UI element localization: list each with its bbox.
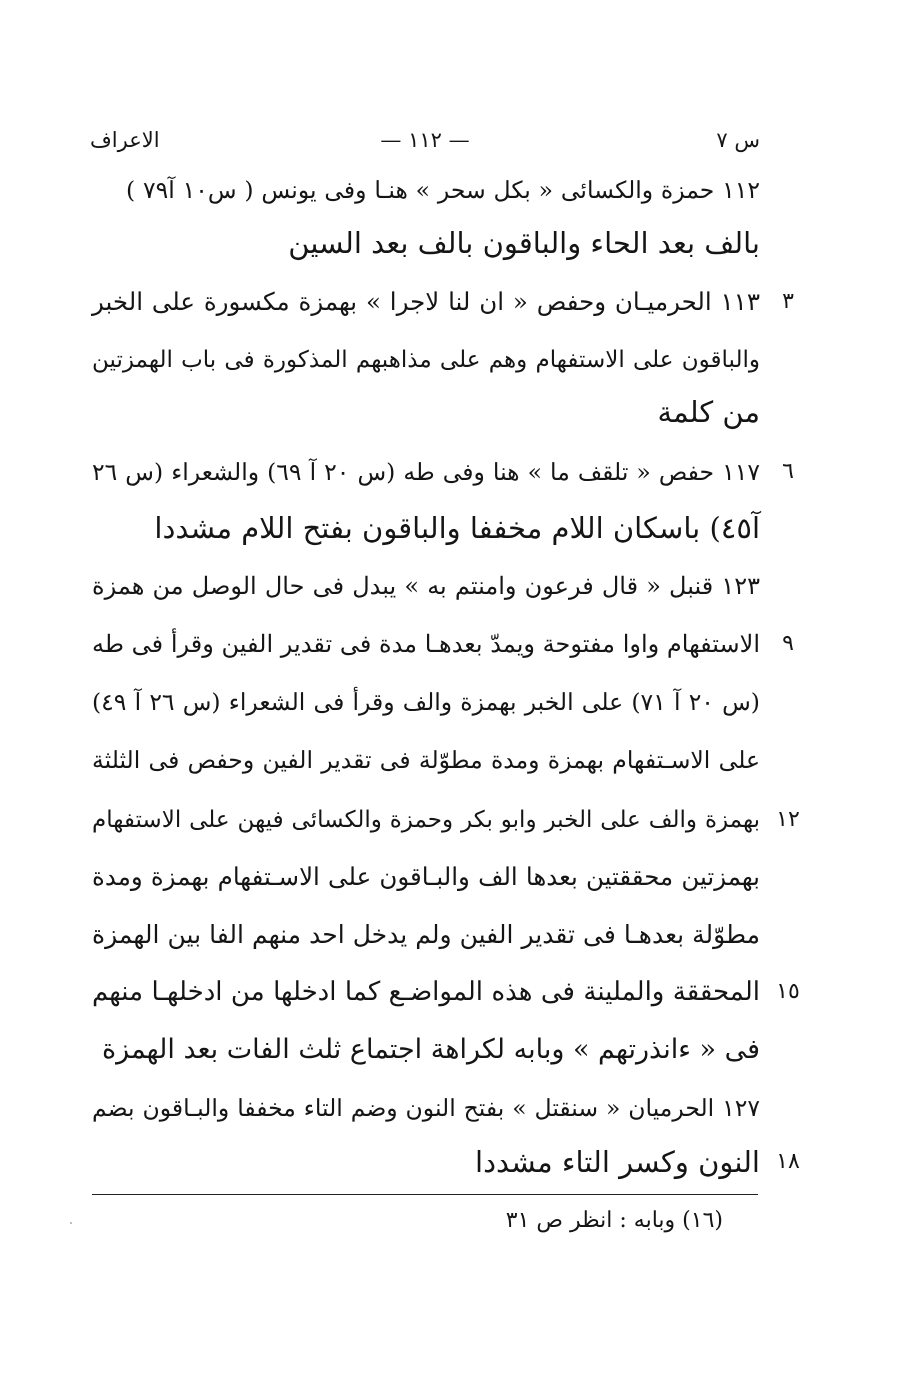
text-line: فى « ءانذرتهم » وبابه لكراهة اجتماع ثلث الفات بعد الهمزة bbox=[102, 1034, 760, 1065]
text-line: الاستفهام واوا مفتوحة ويمدّ بعدهـا مدة فى تقدير الفين وقرأ فى طه bbox=[92, 630, 760, 658]
footnote-divider bbox=[92, 1194, 758, 1195]
text-line: والباقون على الاستفهام وهم على مذاهبهم المذكورة فى باب الهمزتين bbox=[92, 347, 760, 373]
text-line: بالف بعد الحاء والباقون بالف بعد السين bbox=[288, 226, 760, 260]
text-line: آ٤٥) باسكان اللام مخففا والباقون بفتح اللام مشددا bbox=[154, 511, 760, 545]
text-line: ١١٧ حفص « تلقف ما » هنا وفى طه (س ٢٠ آ ٦٩) والشعراء (س ٢٦ bbox=[92, 458, 760, 486]
text-line: المحققة والملينة فى هذه المواضـع كما ادخلها من ادخلهـا منهم bbox=[92, 977, 760, 1007]
line-number: ١٥ bbox=[776, 979, 800, 1004]
text-line: على الاسـتفهام بهمزة ومدة مطوّلة فى تقدير الفين وحفص فى الثلثة bbox=[92, 746, 760, 774]
line-number: ١٨ bbox=[776, 1149, 800, 1174]
running-header bbox=[90, 128, 760, 162]
text-line: بهمزة والف على الخبر وابو بكر وحمزة والكسائى فيهن على الاستفهام bbox=[92, 807, 760, 833]
text-line: من كلمة bbox=[657, 395, 760, 429]
surah-title: الاعراف bbox=[90, 128, 160, 152]
line-number: ١٢ bbox=[776, 807, 800, 832]
line-number: ٣ bbox=[782, 289, 794, 314]
text-line: مطوّلة بعدهـا فى تقدير الفين ولم يدخل احد منهم الفا بين الهمزة bbox=[92, 920, 760, 949]
text-line: (س ٢٠ آ ٧١) على الخبر بهمزة والف وقرأ فى الشعراء (س ٢٦ آ ٤٩) bbox=[92, 688, 760, 716]
line-number: ٩ bbox=[782, 631, 794, 656]
page-number: — ١١٢ — bbox=[380, 128, 470, 152]
text-line: بهمزتين محققتين بعدها الف والبـاقون على الاسـتفهام بهمزة ومدة bbox=[92, 862, 760, 891]
scan-speck bbox=[70, 1222, 72, 1224]
text-line: ١١٣ الحرميـان وحفص « ان لنا لاجرا » بهمزة مكسورة على الخبر bbox=[92, 287, 760, 316]
text-line: ١٢٣ قنبل « قال فرعون وامنتم به » يبدل فى حال الوصل من همزة bbox=[92, 572, 760, 600]
text-line: النون وكسر التاء مشددا bbox=[475, 1145, 760, 1179]
footnote: (١٦) وبابه : انظر ص ٣١ bbox=[505, 1208, 723, 1233]
text-line: ١٢٧ الحرميان « سنقتل » بفتح النون وضم التاء مخففا والبـاقون بضم bbox=[92, 1094, 760, 1122]
page-reference: س ٧ bbox=[716, 128, 760, 152]
line-number: ٦ bbox=[782, 459, 794, 484]
text-line: ١١٢ حمزة والكسائى « بكل سحر » هنـا وفى يونس ( س١٠ آ٧٩ ) bbox=[126, 176, 761, 204]
